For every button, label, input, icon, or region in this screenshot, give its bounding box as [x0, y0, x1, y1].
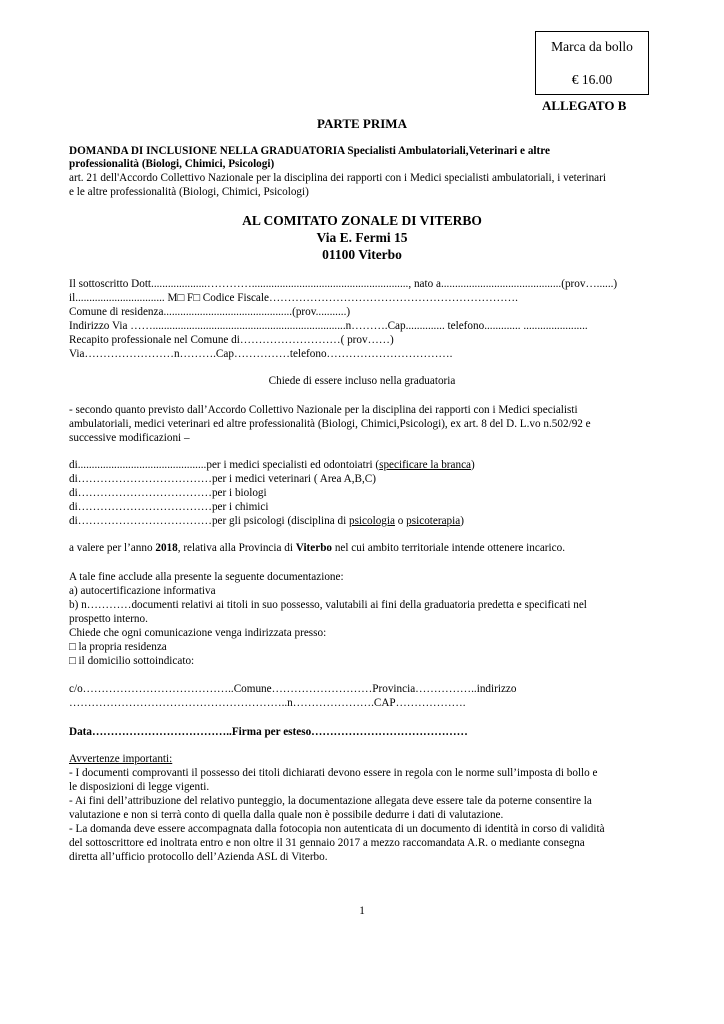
warning-line: del sottoscrittore ed inoltrata entro e non oltre il 31 gennaio 2017 a mezzo raccomandata A.R. o mediante consegna [69, 837, 585, 849]
category-specialists-text: di..............................................per i medici specialisti ed odontoiatri ( [69, 459, 380, 471]
allegato-label: ALLEGATO B [542, 98, 627, 113]
domicile-address-line[interactable]: c/o…………………………………..Comune………………………Provincia……………..indirizzo [69, 683, 517, 695]
domicile-address-line[interactable]: …………………………………………………..n………………….CAP………………. [69, 697, 466, 709]
psychology-option: psicologia [348, 515, 395, 527]
date-signature-line[interactable]: Data………………………………..Firma per esteso…………………………………… [69, 726, 468, 738]
form-line-residence[interactable]: Comune di residenza..............................................(prov...........) [69, 306, 351, 318]
docs-item-a: a) autocertificazione informativa [69, 585, 216, 597]
close-paren: ) [460, 515, 464, 527]
category-specialists[interactable] [69, 459, 475, 472]
form-line-name-birth[interactable]: Il sottoscritto Dott....................…………........................................................, nato a...........................................(prov…......) [69, 278, 618, 290]
or-text: o [394, 515, 407, 527]
secondo-line: - secondo quanto previsto dall’Accordo Collettivo Nazionale per la disciplina dei rapporti con i Medici specialisti [69, 404, 578, 416]
recipient-city: 01100 Viterbo [322, 247, 402, 262]
category-biologists[interactable]: di………………………………per i biologi [69, 487, 267, 499]
secondo-line: successive modificazioni – [69, 432, 190, 444]
form-line-address[interactable]: Indirizzo Via …….....................................................................n……….Cap.............. telefono............. ....................... [69, 320, 588, 332]
section-title: PARTE PRIMA [317, 116, 407, 131]
validity-text: a valere per l’anno [69, 542, 156, 554]
warning-line: le disposizioni di legge vigenti. [69, 781, 210, 793]
specify-branch-note: specificare la branca [379, 459, 472, 471]
category-psychologists-text: di………………………………per gli psicologi (disciplina di [69, 515, 349, 527]
category-specialists-close: ) [471, 459, 475, 471]
application-title-cont: professionalità (Biologi, Chimici, Psicologi) [69, 158, 275, 170]
application-title: DOMANDA DI INCLUSIONE NELLA GRADUATORIA Specialisti Ambulatoriali,Veterinari e altre [69, 145, 550, 157]
checkbox-residence[interactable]: □ la propria residenza [69, 641, 167, 653]
category-psychologists[interactable] [69, 515, 464, 528]
article-reference-cont: e le altre professionalità (Biologi, Chimici, Psicologi) [69, 186, 309, 198]
secondo-line: ambulatoriali, medici veterinari ed altre professionalità (Biologi, Chimici,Psicologi), ex art. 8 del D. L.vo n.502/92 e [69, 418, 591, 430]
page-number: 1 [359, 905, 365, 917]
revenue-stamp-box [535, 31, 649, 95]
request-statement: Chiede di essere incluso nella graduatoria [268, 375, 456, 387]
recipient-name: AL COMITATO ZONALE DI VITERBO [242, 213, 482, 228]
docs-item-b[interactable]: b) n…………documenti relativi ai titoli in suo possesso, valutabili ai fini della graduatoria predetta e specificati nel [69, 599, 587, 611]
article-reference: art. 21 dell'Accordo Collettivo Nazionale per la disciplina dei rapporti con i Medici specialisti ambulatoriali, i veterinari [69, 172, 606, 184]
validity-statement [69, 542, 565, 555]
category-veterinarians[interactable]: di………………………………per i medici veterinari ( Area A,B,C) [69, 473, 376, 485]
recipient-street: Via E. Fermi 15 [316, 230, 408, 245]
validity-text: nel cui ambito territoriale intende ottenere incarico. [332, 542, 566, 554]
form-line-date-sex-fiscal-code[interactable]: il................................ M□ F□ Codice Fiscale…………………………………………………………. [69, 292, 518, 304]
validity-province: Viterbo [295, 542, 333, 554]
stamp-label: Marca da bollo [551, 39, 633, 54]
form-line-professional-street[interactable]: Via……………………n……….Cap……………telefono……………………………. [69, 348, 453, 360]
warning-line: - I documenti comprovanti il possesso dei titoli dichiarati devono essere in regola con le norme sull’imposta di bollo e [69, 767, 598, 779]
category-chemists[interactable]: di………………………………per i chimici [69, 501, 269, 513]
docs-intro: A tale fine acclude alla presente la seguente documentazione: [69, 571, 344, 583]
docs-item-b-cont: prospetto interno. [69, 613, 148, 625]
warning-line: - La domanda deve essere accompagnata dalla fotocopia non autenticata di un documento di identità in corso di validità [69, 823, 605, 835]
warnings-title: Avvertenze importanti: [69, 753, 173, 765]
warning-line: valutazione e non si terrà conto di quella dalla quale non è possibile dedurre i dati di valutazione. [69, 809, 504, 821]
validity-text: , relativa alla Provincia di [177, 542, 296, 554]
warning-line: - Ai fini dell’attribuzione del relativo punteggio, la documentazione allegata deve essere tale da poterne consentire la [69, 795, 592, 807]
warning-line: diretta all’ufficio protocollo dell’Azienda ASL di Viterbo. [69, 851, 328, 863]
psychotherapy-option: psicoterapia [406, 515, 461, 527]
checkbox-domicile[interactable]: □ il domicilio sottoindicato: [69, 655, 195, 667]
stamp-amount: € 16.00 [571, 72, 613, 87]
validity-year: 2018 [155, 542, 178, 554]
form-line-professional-address[interactable]: Recapito professionale nel Comune di………………………( prov……) [69, 334, 394, 346]
communication-request: Chiede che ogni comunicazione venga indirizzata presso: [69, 627, 327, 639]
